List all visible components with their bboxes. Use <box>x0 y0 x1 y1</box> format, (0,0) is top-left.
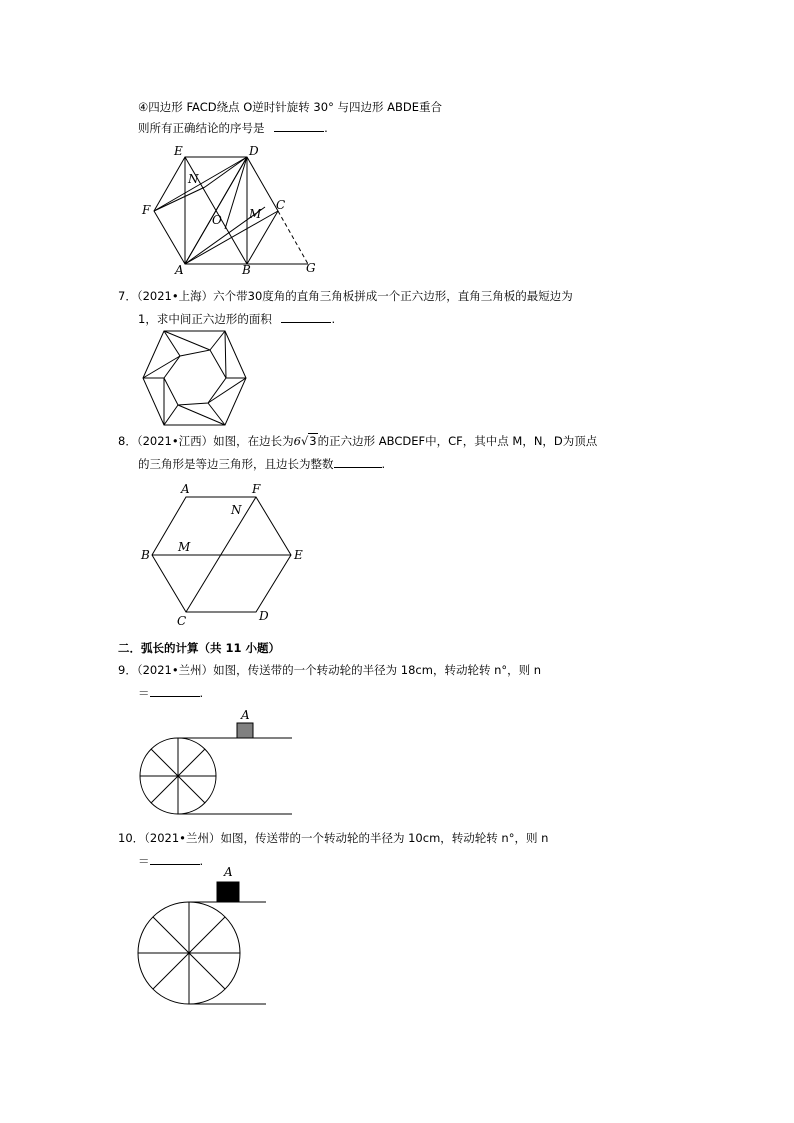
q6-label-D: D <box>249 144 259 158</box>
q7-pinwheel-figure <box>143 331 246 425</box>
q6-label-A: A <box>175 263 184 277</box>
q7-source: （2021•上海） <box>136 289 214 303</box>
q8-sqrt: √3 <box>300 434 317 448</box>
q9-source: （2021•兰州） <box>136 663 214 677</box>
q7-text-2: 1，求中间正六边形的面积 <box>138 312 272 326</box>
q6-label-F: F <box>142 203 151 217</box>
q7-end: . <box>331 312 336 326</box>
q8-number: 8． <box>118 434 137 448</box>
q8-label-C: C <box>177 614 187 628</box>
q7-text-1: 六个带30度角的直角三角板拼成一个正六边形，直角三角板的最短边为 <box>213 289 573 303</box>
q8-label-D: D <box>259 609 269 623</box>
q10-number: 10． <box>118 831 145 845</box>
q9-number: 9． <box>118 663 137 677</box>
q9-line-1 <box>118 662 541 678</box>
q6-label-M: M <box>249 207 262 221</box>
q8-line-1 <box>118 433 597 449</box>
q8-label-F: F <box>252 482 261 496</box>
q6-label-C: C <box>276 198 286 212</box>
q8-line-2 <box>138 455 385 472</box>
q6-label-O: O <box>212 213 222 227</box>
q10-conveyor-figure <box>138 902 266 1004</box>
q7-line-1 <box>118 288 573 304</box>
q10-text-1: 如图，传送带的一个转动轮的半径为 10cm，转动轮转 n°，则 n <box>220 831 549 845</box>
q9-text-1: 如图，传送带的一个转动轮的半径为 18cm，转动轮转 n°，则 n <box>213 663 542 677</box>
q8-end: . <box>381 457 386 471</box>
section-2-title: 二．弧长的计算（共 11 小题） <box>118 641 281 655</box>
q10-answer-blank <box>150 852 200 865</box>
q9-end: . <box>199 686 204 700</box>
q9-eq: ＝ <box>138 686 150 700</box>
q6-label-G: G <box>306 261 316 275</box>
q8-answer-blank <box>334 455 382 468</box>
q10-source: （2021•兰州） <box>144 831 221 845</box>
q9-label-A: A <box>241 708 250 722</box>
q10-label-A: A <box>224 865 233 879</box>
q8-label-B: B <box>141 548 150 562</box>
q6-label-N: N <box>188 172 199 186</box>
q9-answer-blank <box>150 684 200 697</box>
q8-text-2: 的三角形是等边三角形，且边长为整数 <box>138 457 334 471</box>
q10-block-A <box>217 882 239 902</box>
q9-block-A <box>237 723 253 738</box>
q10-line-2 <box>138 852 203 869</box>
q7-number: 7． <box>118 289 137 303</box>
q9-line-2 <box>138 684 203 701</box>
q8-label-E: E <box>294 548 303 562</box>
q10-eq: ＝ <box>138 854 150 868</box>
q6-prompt-text: 则所有正确结论的序号是 <box>138 121 265 135</box>
q7-answer-blank <box>281 310 331 323</box>
q8-radicand: 3 <box>309 434 317 448</box>
q8-coef: 6 <box>293 434 301 448</box>
q6-statement-4: ④四边形 FACD绕点 O逆时针旋转 30° 与四边形 ABDE重合 <box>138 100 443 114</box>
q8-label-A: A <box>181 482 190 496</box>
q8-hexagon-figure <box>152 497 291 612</box>
q8-pre: 如图，在边长为 <box>213 434 294 448</box>
q8-post: 的正六边形 ABCDEF中，CF，其中点 M，N，D为顶点 <box>317 434 598 448</box>
q6-label-B: B <box>242 263 251 277</box>
q8-source: （2021•江西） <box>136 434 214 448</box>
q10-end: . <box>199 854 204 868</box>
q8-label-N: N <box>231 503 242 517</box>
q6-label-E: E <box>174 144 183 158</box>
q7-line-2 <box>138 310 335 327</box>
q6-end: . <box>324 121 328 135</box>
q8-label-M: M <box>178 540 191 554</box>
q10-line-1 <box>118 830 548 846</box>
q9-conveyor-figure <box>140 738 292 814</box>
